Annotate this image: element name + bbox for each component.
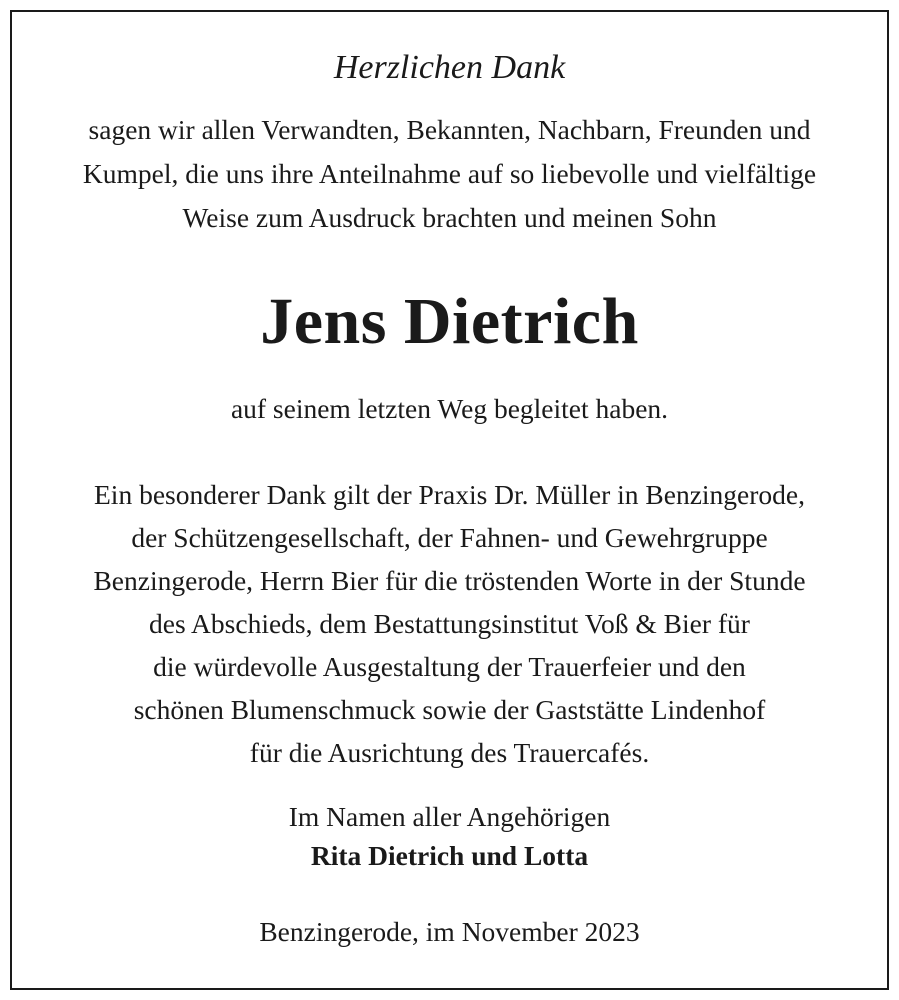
after-name-text: auf seinem letzten Weg begleitet haben. bbox=[230, 393, 669, 424]
intro-line: Kumpel, die uns ihre Anteilnahme auf so liebevolle und vielfältige bbox=[82, 158, 817, 189]
thanks-line: Ein besonderer Dank gilt der Praxis Dr. Müller in Benzingerode, bbox=[94, 479, 805, 510]
thanks-line: für die Ausrichtung des Trauercafés. bbox=[249, 737, 650, 768]
intro-line: sagen wir allen Verwandten, Bekannten, Nachbarn, Freunden und bbox=[88, 114, 811, 145]
thanks-line: schönen Blumenschmuck sowie der Gaststätte Lindenhof bbox=[133, 694, 766, 725]
heading: Herzlichen Dank bbox=[333, 49, 566, 86]
place-date: Benzingerode, im November 2023 bbox=[259, 916, 640, 947]
thanks-paragraph bbox=[12, 473, 887, 774]
thanks-line: die würdevolle Ausgestaltung der Trauerfeier und den bbox=[153, 651, 746, 682]
deceased-name: Jens Dietrich bbox=[260, 285, 639, 358]
thanks-line: Benzingerode, Herrn Bier für die tröstenden Worte in der Stunde bbox=[93, 565, 806, 596]
obituary-thank-you-notice bbox=[10, 10, 889, 990]
signature-intro: Im Namen aller Angehörigen bbox=[288, 801, 611, 832]
intro-line: Weise zum Ausdruck brachten und meinen Sohn bbox=[182, 202, 717, 233]
signature-names: Rita Dietrich und Lotta bbox=[310, 840, 589, 871]
thanks-line: der Schützengesellschaft, der Fahnen- und Gewehrgruppe bbox=[131, 522, 768, 553]
intro-paragraph bbox=[12, 108, 887, 240]
thanks-line: des Abschieds, dem Bestattungsinstitut Voß & Bier für bbox=[149, 608, 750, 639]
